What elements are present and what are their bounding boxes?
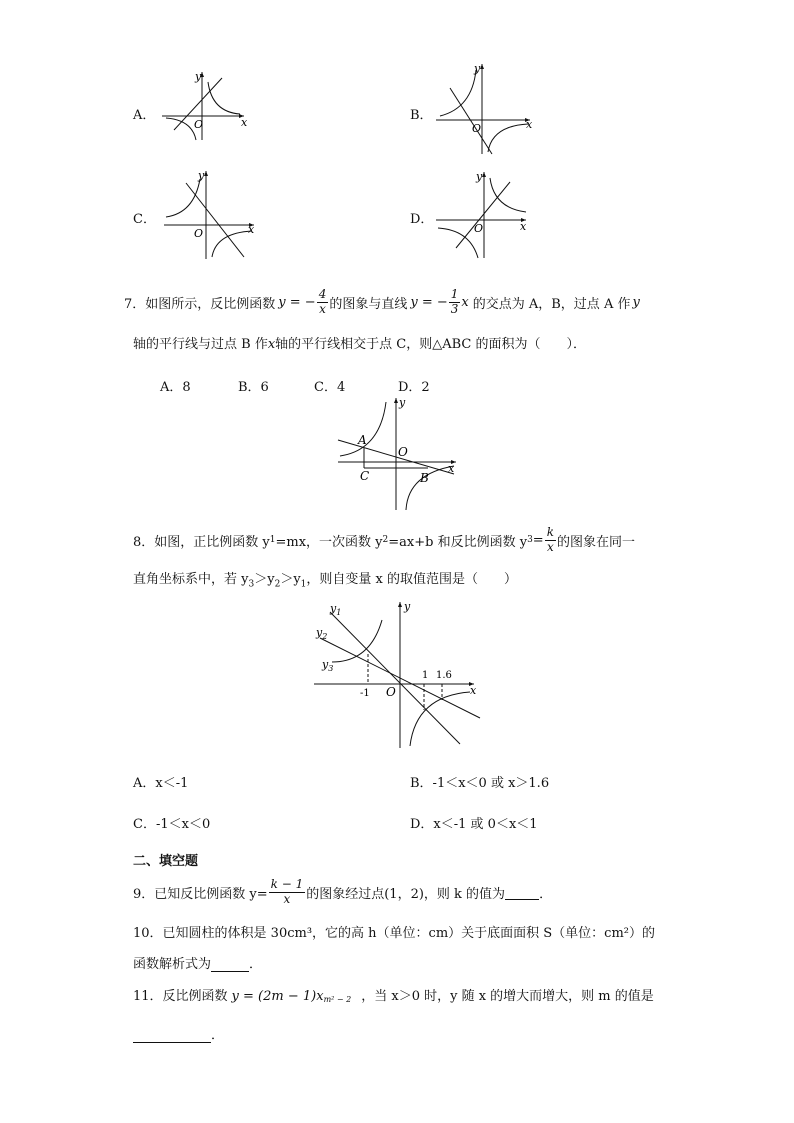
q10-answer-blank[interactable] — [211, 957, 249, 972]
q7-eq1-numerator: 4 — [318, 287, 327, 302]
q9-pre: 9．已知反比例函数 y= — [133, 886, 268, 902]
tick-1-label: 1 — [422, 670, 429, 681]
q7-eq2-fraction — [449, 288, 461, 315]
q9-post: 的图象经过点(1，2)，则 k 的值为 — [306, 886, 506, 902]
q7-option-d: D．2 — [398, 380, 430, 395]
q8-line1d: = — [532, 532, 544, 548]
section-title: 二、填空题 — [133, 854, 199, 869]
x-axis-label: x — [241, 116, 248, 129]
q10-line2 — [133, 953, 262, 972]
q7-post: 的交点为 A，B，过点 A 作 — [472, 296, 631, 312]
q11-post: ，当 x＞0 时，y 随 x 的增大而增大，则 m 的值是 — [361, 989, 654, 1004]
q8-line2-sub3: 3 — [248, 579, 255, 590]
q7-eq2-numerator: 1 — [450, 287, 459, 302]
q8-line2b: ＞y — [254, 572, 275, 587]
q7-option-a: A．8 — [160, 380, 191, 395]
q7-pre: 7．如图所示，反比例函数 — [124, 296, 276, 312]
point-b-label: B — [420, 471, 429, 485]
q8-option-c: C．-1＜x＜0 — [133, 817, 211, 832]
point-a-label: A — [358, 433, 367, 447]
q11-end: ． — [211, 1028, 225, 1043]
q8-option-a: A．x＜-1 — [133, 776, 189, 791]
q9-answer-blank[interactable] — [505, 885, 539, 900]
q8-option-b: B．-1＜x＜0 或 x＞1.6 — [410, 776, 550, 791]
q8-option-d: D．x＜-1 或 0＜x＜1 — [410, 817, 538, 832]
q9-end: ． — [539, 886, 553, 902]
q7-eq2-x: x — [461, 294, 469, 310]
q11-answer-blank[interactable] — [133, 1028, 211, 1043]
q8-line2c: ＞y — [280, 572, 301, 587]
q7-line2a: 轴的平行线与过点 B 作 — [133, 337, 268, 352]
q9-numerator: k − 1 — [270, 877, 304, 892]
q7-line2b: 轴的平行线相交于点 C，则△ABC 的面积为（ ）． — [275, 337, 587, 352]
q8-line1c: =ax+b 和反比例函数 y — [388, 534, 528, 550]
q11-exponent: m² − 2 — [323, 995, 352, 1004]
origin-label: O — [474, 222, 484, 235]
q6-option-d-graph — [432, 168, 532, 260]
q7-option-c: C．4 — [314, 380, 346, 395]
q11-stem — [133, 985, 654, 1004]
tick-1-6-label: 1.6 — [436, 670, 452, 681]
y2-label: $y_2$ — [316, 626, 328, 641]
q6-option-b-graph — [432, 58, 537, 158]
q7-option-b: B．6 — [238, 380, 269, 395]
x-axis-label: x — [448, 462, 455, 475]
q8-sub2: 2 — [382, 535, 389, 545]
q10-end: ． — [249, 957, 263, 972]
q7-line2-x: x — [267, 337, 276, 352]
q8-frac-denominator: x — [546, 539, 554, 554]
y-axis-label: y — [404, 600, 411, 613]
q7-eq1-denominator: x — [319, 301, 326, 316]
q6-option-b-label: B． — [410, 108, 433, 123]
x-axis-label: x — [248, 223, 255, 236]
q9-denominator: x — [283, 891, 291, 906]
q8-stem-line1 — [133, 522, 635, 558]
q10-line1: 10．已知圆柱的体积是 30cm³，它的高 h（单位：cm）关于底面面积 S（单位：cm²）的 — [133, 926, 656, 941]
q8-sub1: 1 — [269, 535, 276, 545]
q8-line2-sub1: 1 — [300, 579, 307, 590]
tick-neg1-label: -1 — [360, 688, 370, 699]
origin-label: O — [398, 445, 408, 459]
q7-stem-line2 — [133, 333, 586, 352]
q8-line1e: 的图象在同一 — [556, 534, 635, 550]
q8-figure — [310, 598, 490, 750]
point-c-label: C — [360, 469, 370, 483]
q7-stem-line1 — [124, 284, 640, 320]
q8-frac-numerator: k — [546, 525, 554, 540]
y-axis-label: y — [195, 70, 202, 83]
q6-option-a-graph — [160, 68, 250, 143]
y-axis-label: y — [198, 169, 205, 182]
y-axis-label: y — [399, 396, 406, 409]
q8-fraction — [545, 526, 556, 553]
q6-option-d-label: D． — [410, 212, 434, 227]
y3-label: $y_3$ — [322, 658, 334, 673]
q6-option-a-label: A． — [133, 108, 156, 123]
q9-fraction — [269, 878, 306, 905]
q6-option-c-graph — [160, 165, 260, 263]
origin-label: O — [386, 685, 396, 699]
origin-label: O — [194, 118, 204, 131]
q8-line1b: =mx，一次函数 y — [275, 534, 383, 550]
q7-eq2-denominator: 3 — [450, 301, 459, 316]
q8-line2a: 直角坐标系中，若 y — [133, 572, 249, 587]
q9-stem — [133, 874, 552, 910]
q8-stem-line2 — [133, 568, 517, 590]
q7-eq1-lhs: y = − — [278, 294, 316, 310]
x-axis-label: x — [520, 220, 527, 233]
x-axis-label: x — [526, 118, 533, 131]
x-axis-label: x — [470, 684, 477, 697]
y1-label: $y_1$ — [330, 602, 342, 617]
q10-line2-text: 函数解析式为 — [133, 957, 212, 972]
q7-mid: 的图象与直线 — [329, 296, 408, 312]
q11-answer-line — [133, 1024, 224, 1043]
q6-option-c-label: C． — [133, 212, 156, 227]
q11-pre: 11．反比例函数 — [133, 989, 228, 1004]
origin-label: O — [472, 122, 482, 135]
q7-post-y: y — [632, 294, 640, 310]
q7-eq2-lhs: y = − — [410, 294, 448, 310]
q8-line1a: 8．如图，正比例函数 y — [133, 534, 270, 550]
q7-figure — [334, 394, 464, 512]
y-axis-label: y — [476, 170, 483, 183]
q8-line2-sub2: 2 — [274, 579, 281, 590]
q8-line2d: ，则自变量 x 的取值范围是（ ） — [306, 572, 518, 587]
q8-sub3: 3 — [527, 535, 533, 545]
origin-label: O — [194, 227, 204, 240]
q7-eq1-fraction — [317, 288, 329, 315]
y-axis-label: y — [474, 62, 481, 75]
q11-equation: y = (2m − 1)x — [231, 989, 324, 1004]
